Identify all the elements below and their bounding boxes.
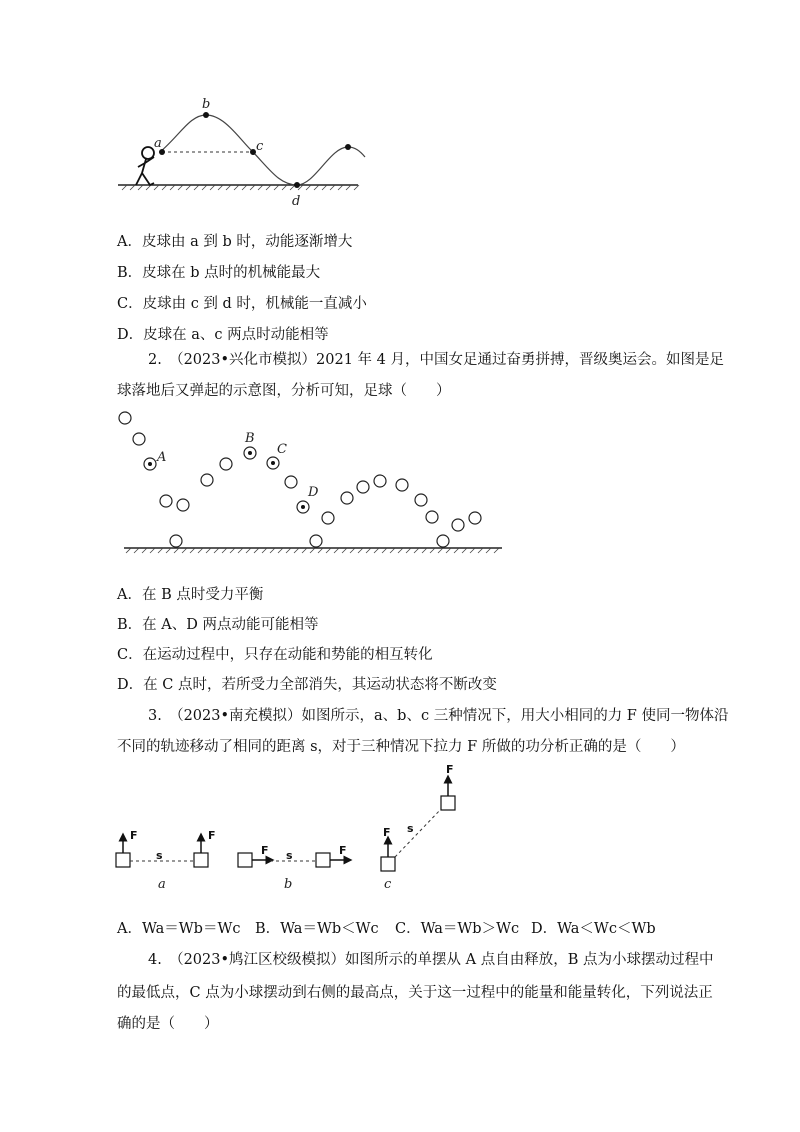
force-label-a2: F [208, 829, 216, 842]
label-d: d [292, 194, 301, 209]
q1-option-d: D．皮球在 a、c 两点时动能相等 [117, 327, 329, 343]
force-label-b2: F [339, 844, 347, 857]
distance-label-a: s [156, 849, 163, 862]
distance-label-b: s [286, 849, 293, 862]
q2-option-c: C．在运动过程中，只存在动能和势能的相互转化 [117, 647, 433, 663]
label-c: c [256, 139, 264, 154]
force-label-a1: F [130, 829, 138, 842]
q3-option-c: C．Wa＝Wb＞Wc [395, 921, 520, 937]
q4-stem-line3: 确的是（ ） [117, 1016, 219, 1032]
q3-option-b: B．Wa＝Wb＜Wc [255, 921, 379, 937]
case-label-b: b [284, 877, 293, 892]
q3-figure [110, 760, 470, 895]
q2-stem-line1: 2. （2023•兴化市模拟）2021 年 4 月，中国女足通过奋勇拼搏，晋级奥运会。如图是足 [148, 352, 724, 368]
q1-figure [110, 95, 380, 215]
q2-figure [110, 405, 510, 565]
label-D: D [308, 485, 319, 500]
force-label-c2: F [446, 763, 454, 776]
q3-option-d: D．Wa＜Wc＜Wb [531, 921, 656, 937]
case-label-c: c [384, 877, 392, 892]
force-label-b1: F [261, 844, 269, 857]
distance-label-c: s [407, 822, 414, 835]
label-C: C [277, 442, 287, 457]
q4-stem-line1: 4. （2023•鸠江区校级模拟）如图所示的单摆从 A 点自由释放，B 点为小球摆动过程中 [148, 952, 714, 968]
q3-stem-line2: 不同的轨迹移动了相同的距离 s，对于三种情况下拉力 F 所做的功分析正确的是（ ） [117, 739, 685, 755]
label-a: a [154, 136, 162, 151]
q2-stem-line2: 球落地后又弹起的示意图，分析可知，足球（ ） [117, 383, 451, 399]
force-label-c1: F [383, 826, 391, 839]
q3-options [117, 919, 656, 939]
person-figure [136, 147, 154, 185]
label-b: b [202, 97, 211, 112]
q2-option-b: B．在 A、D 两点动能可能相等 [117, 617, 319, 633]
label-A: A [157, 450, 167, 465]
q3-stem-line1: 3. （2023•南充模拟）如图所示，a、b、c 三种情况下，用大小相同的力 F 使同一物体沿 [148, 708, 729, 724]
q2-option-d: D．在 C 点时，若所受力全部消失，其运动状态将不断改变 [117, 677, 497, 693]
q1-option-c: C．皮球由 c 到 d 时，机械能一直减小 [117, 296, 367, 312]
q4-stem-line2: 的最低点，C 点为小球摆动到右侧的最高点，关于这一过程中的能量和能量转化，下列说法正 [117, 985, 713, 1001]
q1-option-a: A．皮球由 a 到 b 时，动能逐渐增大 [117, 234, 353, 250]
q3-option-a: A．Wa＝Wb＝Wc [117, 921, 241, 937]
case-label-a: a [158, 877, 166, 892]
label-B: B [245, 431, 255, 446]
q2-option-a: A．在 B 点时受力平衡 [117, 587, 264, 603]
q1-option-b: B．皮球在 b 点时的机械能最大 [117, 265, 321, 281]
